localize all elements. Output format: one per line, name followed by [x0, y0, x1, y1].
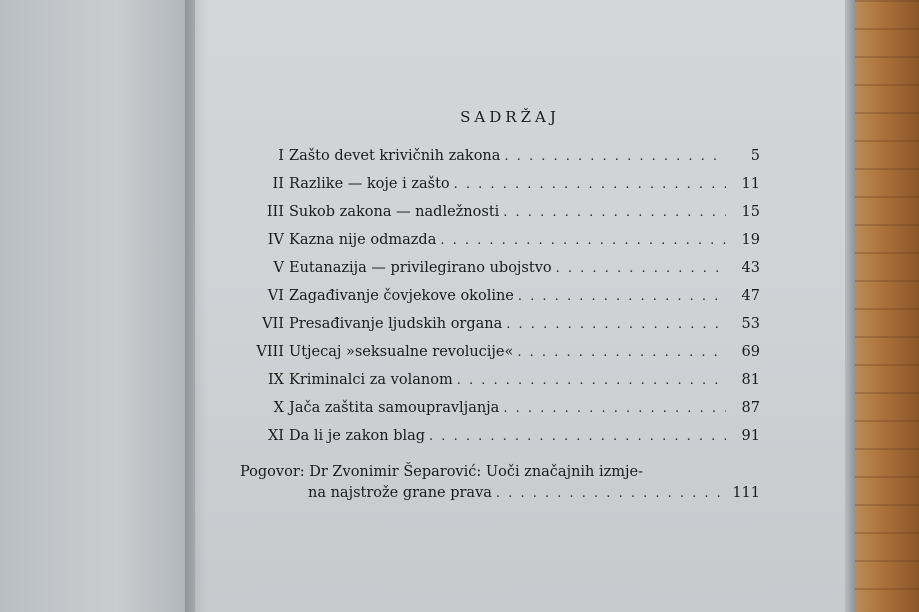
- toc-entry-page: 87: [741, 400, 760, 416]
- toc-entry: [240, 176, 760, 204]
- toc-entry-title: Presađivanje ljudskih organa: [289, 316, 503, 332]
- toc-entries: [240, 148, 760, 456]
- dot-leader: [503, 205, 726, 220]
- toc-entry-number: II: [272, 176, 284, 192]
- toc-entry-page: 69: [741, 344, 760, 360]
- dot-leader: [518, 289, 726, 304]
- toc-entry-number: VI: [267, 288, 284, 304]
- toc-entry-number: IV: [267, 232, 284, 248]
- afterword-line-2-text: na najstrože grane prava: [308, 485, 492, 501]
- toc-entry: [240, 316, 760, 344]
- toc-entry-title: Razlike — koje i zašto: [289, 176, 450, 192]
- dot-leader: [454, 177, 726, 192]
- dot-leader: [517, 345, 726, 360]
- dot-leader: [496, 483, 726, 504]
- toc-entry-page: 43: [741, 260, 760, 276]
- toc-entry: [240, 372, 760, 400]
- dot-leader: [457, 373, 726, 388]
- toc-entry: [240, 344, 760, 372]
- toc-entry-title: Da li je zakon blag: [289, 428, 426, 444]
- toc-entry: [240, 288, 760, 316]
- toc-entry: [240, 204, 760, 232]
- toc-entry-title: Eutanazija — privilegirano ubojstvo: [289, 260, 552, 276]
- toc-entry-number: XI: [267, 428, 284, 444]
- toc-entry-page: 91: [741, 428, 760, 444]
- toc-entry-number: X: [273, 400, 284, 416]
- dot-leader: [506, 317, 726, 332]
- toc-entry: [240, 400, 760, 428]
- dot-leader: [440, 233, 726, 248]
- toc-entry-page: 53: [741, 316, 760, 332]
- afterword-line-2: [240, 483, 760, 504]
- toc-entry: [240, 148, 760, 176]
- toc-entry: [240, 260, 760, 288]
- toc-entry-title: Zašto devet krivičnih zakona: [289, 148, 501, 164]
- toc-entry-number: III: [266, 204, 284, 220]
- toc-entry-page: 47: [741, 288, 760, 304]
- toc-entry-page: 19: [741, 232, 760, 248]
- toc-entry-title: Jača zaštita samoupravljanja: [289, 400, 500, 416]
- toc-entry: [240, 232, 760, 260]
- dot-leader: [503, 401, 726, 416]
- afterword-line-1: Pogovor: Dr Zvonimir Šeparović: Uoči značajnih izmje-: [240, 464, 643, 480]
- toc-entry-title: Utjecaj »seksualne revolucije«: [289, 344, 514, 360]
- toc-entry-page: 81: [741, 372, 760, 388]
- toc-entry-title: Zagađivanje čovjekove okoline: [289, 288, 514, 304]
- toc-entry-page: 11: [741, 176, 760, 192]
- toc-entry-title: Kriminalci za volanom: [289, 372, 453, 388]
- dot-leader: [504, 149, 726, 164]
- table-of-contents: [240, 108, 760, 504]
- toc-afterword: [240, 462, 760, 504]
- toc-entry-number: I: [278, 148, 284, 164]
- toc-entry-title: Sukob zakona — nadležnosti: [289, 204, 500, 220]
- toc-entry-number: VIII: [256, 344, 284, 360]
- left-page: [0, 0, 195, 612]
- dot-leader: [429, 429, 726, 444]
- toc-entry: [240, 428, 760, 456]
- dot-leader: [556, 261, 726, 276]
- toc-entry-page: 5: [750, 148, 760, 164]
- book-gutter: [185, 0, 207, 612]
- toc-entry-number: IX: [267, 372, 284, 388]
- toc-entry-number: V: [273, 260, 284, 276]
- toc-heading: SADRŽAJ: [460, 108, 560, 126]
- toc-entry-page: 15: [741, 204, 760, 220]
- afterword-page: 111: [732, 485, 760, 501]
- toc-entry-number: VII: [262, 316, 284, 332]
- toc-entry-title: Kazna nije odmazda: [289, 232, 437, 248]
- page-edge: [845, 0, 855, 612]
